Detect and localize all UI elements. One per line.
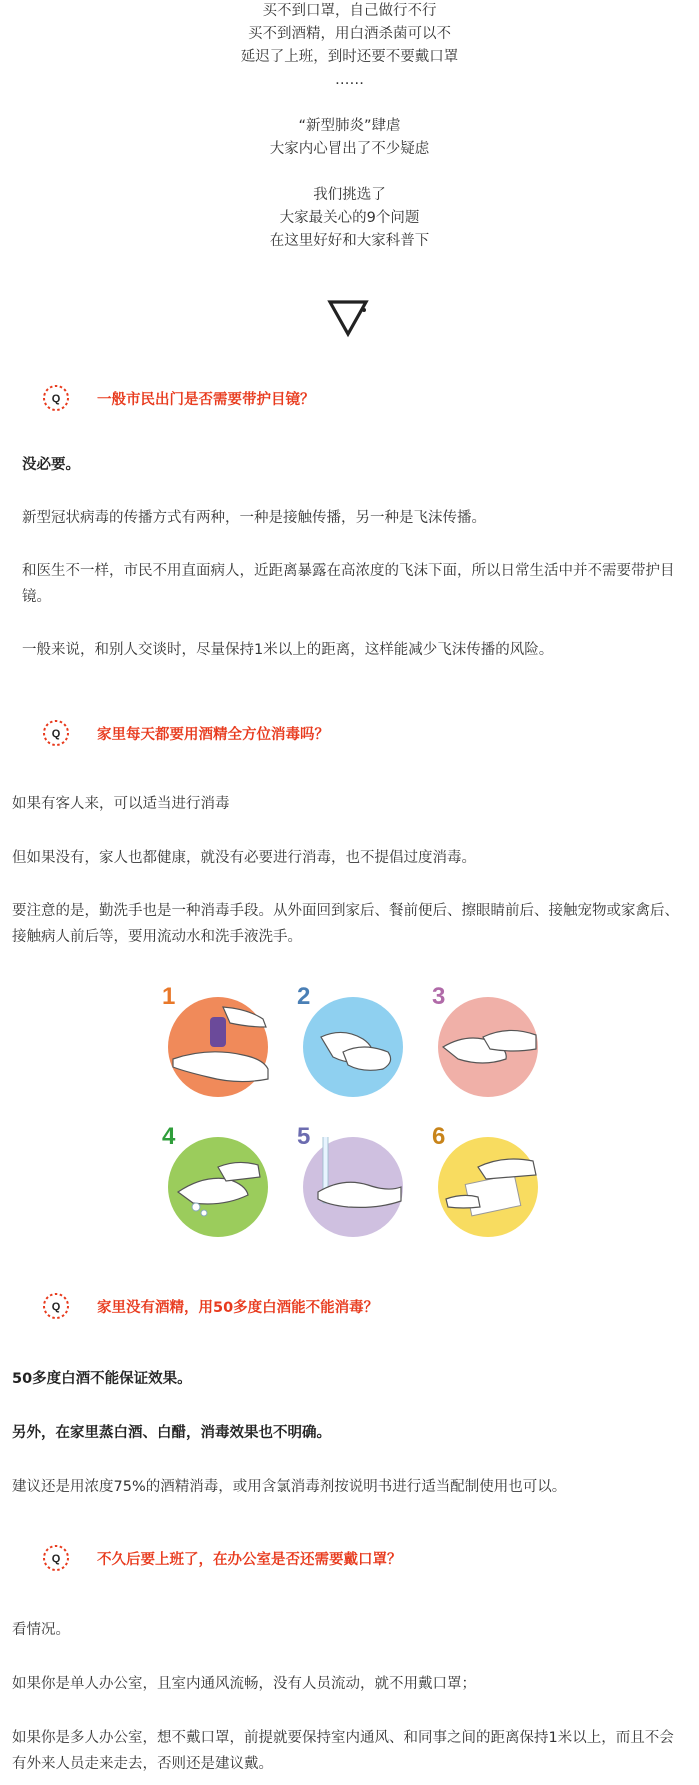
- step-number: 5: [297, 1123, 311, 1150]
- question-text: 一般市民出门是否需要带护目镜？: [97, 391, 315, 408]
- svg-text:Q: Q: [51, 728, 61, 740]
- hands-icon: [168, 1137, 272, 1237]
- intro-line: ……: [335, 72, 364, 88]
- step-number: 1: [162, 983, 176, 1010]
- hands-icon: [303, 1137, 407, 1237]
- q-circle-icon: [42, 1544, 70, 1572]
- q-circle-icon: [42, 1292, 70, 1320]
- intro-line: 延迟了上班，到时还要不要戴口罩: [240, 49, 459, 65]
- answer-paragraph: 如果有客人来，可以适当进行消毒: [12, 796, 230, 812]
- answer-paragraph: 50多度白酒不能保证效果。: [12, 1371, 192, 1387]
- triangle-down-icon: [326, 296, 370, 340]
- intro-line: 我们挑选了: [313, 187, 386, 203]
- intro-block: [0, 0, 699, 253]
- question-text: 不久后要上班了，在办公室是否还需要戴口罩？: [97, 1551, 402, 1568]
- answer-paragraph: 如果你是多人办公室，想不戴口罩，前提就要保持室内通风、和同事之间的距离保持1米以上，而且不会有外来人员走来走去，否则还是建议戴。: [12, 1730, 674, 1772]
- q-circle-icon: [42, 719, 70, 747]
- intro-line: [0, 92, 699, 115]
- hands-icon: [438, 997, 542, 1097]
- handwash-step: [430, 985, 540, 1095]
- answer-paragraph: 另外，在家里蒸白酒、白醋，消毒效果也不明确。: [12, 1425, 331, 1441]
- handwash-steps-illustration: [160, 985, 540, 1247]
- answer-paragraph: 没必要。: [22, 457, 80, 473]
- svg-text:Q: Q: [51, 1553, 61, 1565]
- answer-paragraph: 建议还是用浓度75%的酒精消毒，或用含氯消毒剂按说明书进行适当配制使用也可以。: [12, 1479, 567, 1495]
- handwash-step: [295, 985, 405, 1095]
- intro-line: 大家最关心的9个问题: [279, 210, 420, 226]
- intro-line: 大家内心冒出了不少疑虑: [269, 141, 430, 157]
- step-number: 3: [432, 983, 446, 1010]
- hands-icon: [168, 997, 272, 1097]
- answer-paragraph: 但如果没有，家人也都健康，就没有必要进行消毒，也不提倡过度消毒。: [12, 850, 476, 866]
- intro-line: 买不到口罩，自己做行不行: [262, 3, 437, 19]
- intro-line: “新型肺炎”肆虐: [298, 118, 401, 134]
- hands-icon: [303, 997, 407, 1097]
- answer-paragraph: 新型冠状病毒的传播方式有两种，一种是接触传播，另一种是飞沫传播。: [22, 510, 486, 526]
- step-number: 6: [432, 1123, 446, 1150]
- hands-icon: [438, 1137, 542, 1237]
- question-heading: [42, 1293, 378, 1319]
- handwash-step: [160, 1125, 270, 1235]
- answer-paragraph: 要注意的是，勤洗手也是一种消毒手段。从外面回到家后、餐前便后、擦眼睛前后、接触宠物或家禽后、接触病人前后等，要用流动水和洗手液洗手。: [12, 903, 679, 945]
- q-circle-icon: [42, 384, 70, 412]
- answer-paragraph: 如果你是单人办公室，且室内通风流畅，没有人员流动，就不用戴口罩；: [12, 1676, 476, 1692]
- question-text: 家里没有酒精，用50多度白酒能不能消毒？: [97, 1299, 379, 1316]
- question-heading: [42, 1545, 402, 1571]
- step-number: 4: [162, 1123, 176, 1150]
- svg-text:Q: Q: [51, 393, 61, 405]
- intro-line: [0, 161, 699, 184]
- question-heading: [42, 385, 315, 411]
- intro-line: 买不到酒精，用白酒杀菌可以不: [248, 26, 451, 42]
- handwash-step: [295, 1125, 405, 1235]
- question-text: 家里每天都要用酒精全方位消毒吗？: [97, 726, 329, 743]
- svg-text:Q: Q: [51, 1301, 61, 1313]
- answer-paragraph: 看情况。: [12, 1622, 70, 1638]
- intro-line: 在这里好好和大家科普下: [269, 233, 430, 249]
- question-heading: [42, 720, 329, 746]
- handwash-step: [160, 985, 270, 1095]
- handwash-step: [430, 1125, 540, 1235]
- step-number: 2: [297, 983, 311, 1010]
- answer-paragraph: 一般来说，和别人交谈时，尽量保持1米以上的距离，这样能减少飞沫传播的风险。: [22, 642, 554, 658]
- answer-paragraph: 和医生不一样，市民不用直面病人，近距离暴露在高浓度的飞沫下面，所以日常生活中并不需要带护目镜。: [22, 563, 675, 605]
